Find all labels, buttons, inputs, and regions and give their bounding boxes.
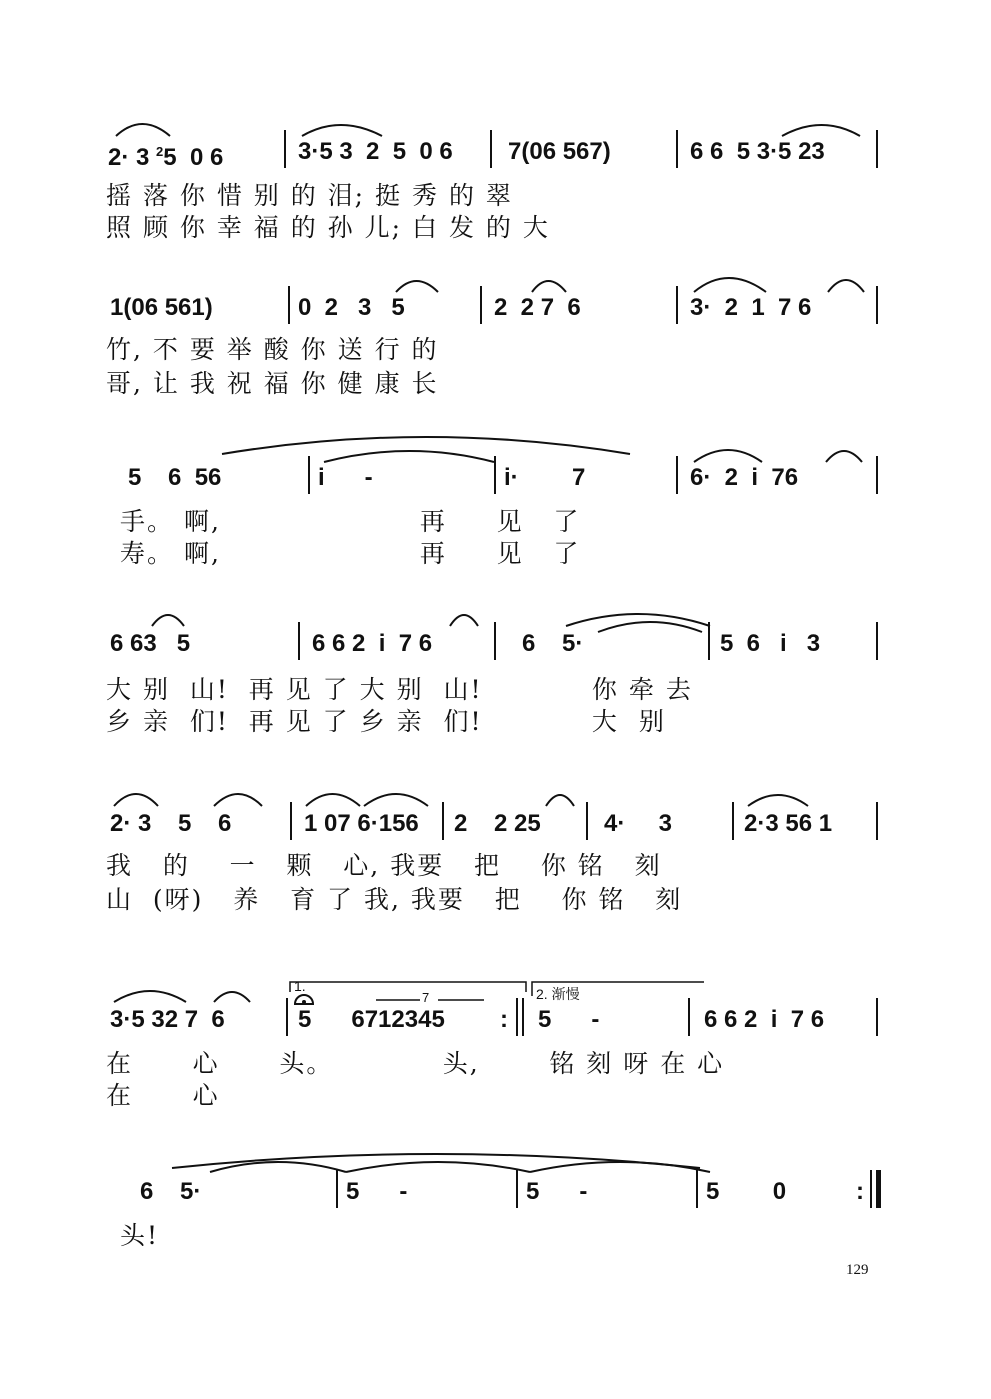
notation-line-2b: 0 2 3 5 [298,294,405,321]
notation-line-3b: i - [318,464,373,491]
notation-line-4b: 6 6 2 i 7 6 [312,630,433,657]
notation-line-2c: 2 2 7 6 [494,294,581,321]
page-number: 129 [846,1262,869,1278]
notation-line-4c: 6 5· [522,630,584,657]
notation-line-5d: 4· 3 [604,810,673,837]
volta-2-label: 2. 渐慢 [536,986,580,1002]
volta-1-label: 1. [294,978,306,994]
notation-line-5c: 2 2 25 [454,810,541,837]
lyric-line: 乡 亲 们! 再 见 了 乡 亲 们! 大 别 [106,707,666,736]
lyric-line: 我 的 一 颗 心, 我要 把 你 铭 刻 [106,851,662,880]
notation-line-1c: 7(06 567) [508,138,611,165]
lyric-line: 头! [120,1221,160,1250]
notation-line-6b: 5 6712345 [298,1006,445,1033]
notation-line-4d: 5 6 i 3 [720,630,821,657]
notation-line-1: 2· 3 $^2$5 0 6 [108,144,224,171]
lyric-line: 哥, 让 我 祝 福 你 健 康 长 [106,369,439,398]
notation-line-7d: 5 0 [706,1178,787,1205]
notation-line-5b: 1 07 6·156 [304,810,419,837]
notation-line-5e: 2·3 56 1 [744,810,833,837]
notation-line-5: 2· 3 5 6 [110,810,232,837]
notation-line-1d: 6 6 5 3·5 23 [690,138,825,165]
notation-line-2: 1(06 561) [110,294,213,321]
notation-line-6d: 6 6 2 i 7 6 [704,1006,825,1033]
lyric-line: 山 (呀) 养 育 了 我, 我要 把 你 铭 刻 [106,885,683,914]
repeat-end: : [500,1006,508,1033]
lyric-line: 摇 落 你 惜 别 的 泪; 挺 秀 的 翠 [106,181,513,210]
lyric-line: 在 心 头。 头, 铭 刻 呀 在 心 [106,1049,725,1078]
notation-line-3c: i· 7 [504,464,586,491]
notation-line-3: 5 6 56 [128,464,222,491]
notation-line-3d: 6· 2 i 76 [690,464,799,491]
notation-line-7b: 5 - [346,1178,408,1205]
tuplet-label: 7 [422,990,430,1005]
lyric-line: 寿。 啊, 再 见 了 [120,539,581,568]
notation-line-4: 6 63 5 [110,630,191,657]
notation-line-2d: 3· 2 1 7 6 [690,294,812,321]
lyric-line: 照 顾 你 幸 福 的 孙 儿; 白 发 的 大 [106,213,550,242]
notation-line-6c: 5 - [538,1006,600,1033]
lyric-line: 在 心 [106,1081,220,1110]
lyric-line: 大 别 山! 再 见 了 大 别 山! 你 牵 去 [106,675,693,704]
notation-line-7: 6 5· [140,1178,202,1205]
lyric-line: 手。 啊, 再 见 了 [120,507,581,536]
repeat-end: : [856,1178,864,1205]
notation-line-7c: 5 - [526,1178,588,1205]
notation-line-6: 3·5 32 7 6 [110,1006,225,1033]
lyric-line: 竹, 不 要 举 酸 你 送 行 的 [106,335,439,364]
notation-line-1b: 3·5 3 2 5 0 6 [298,138,453,165]
